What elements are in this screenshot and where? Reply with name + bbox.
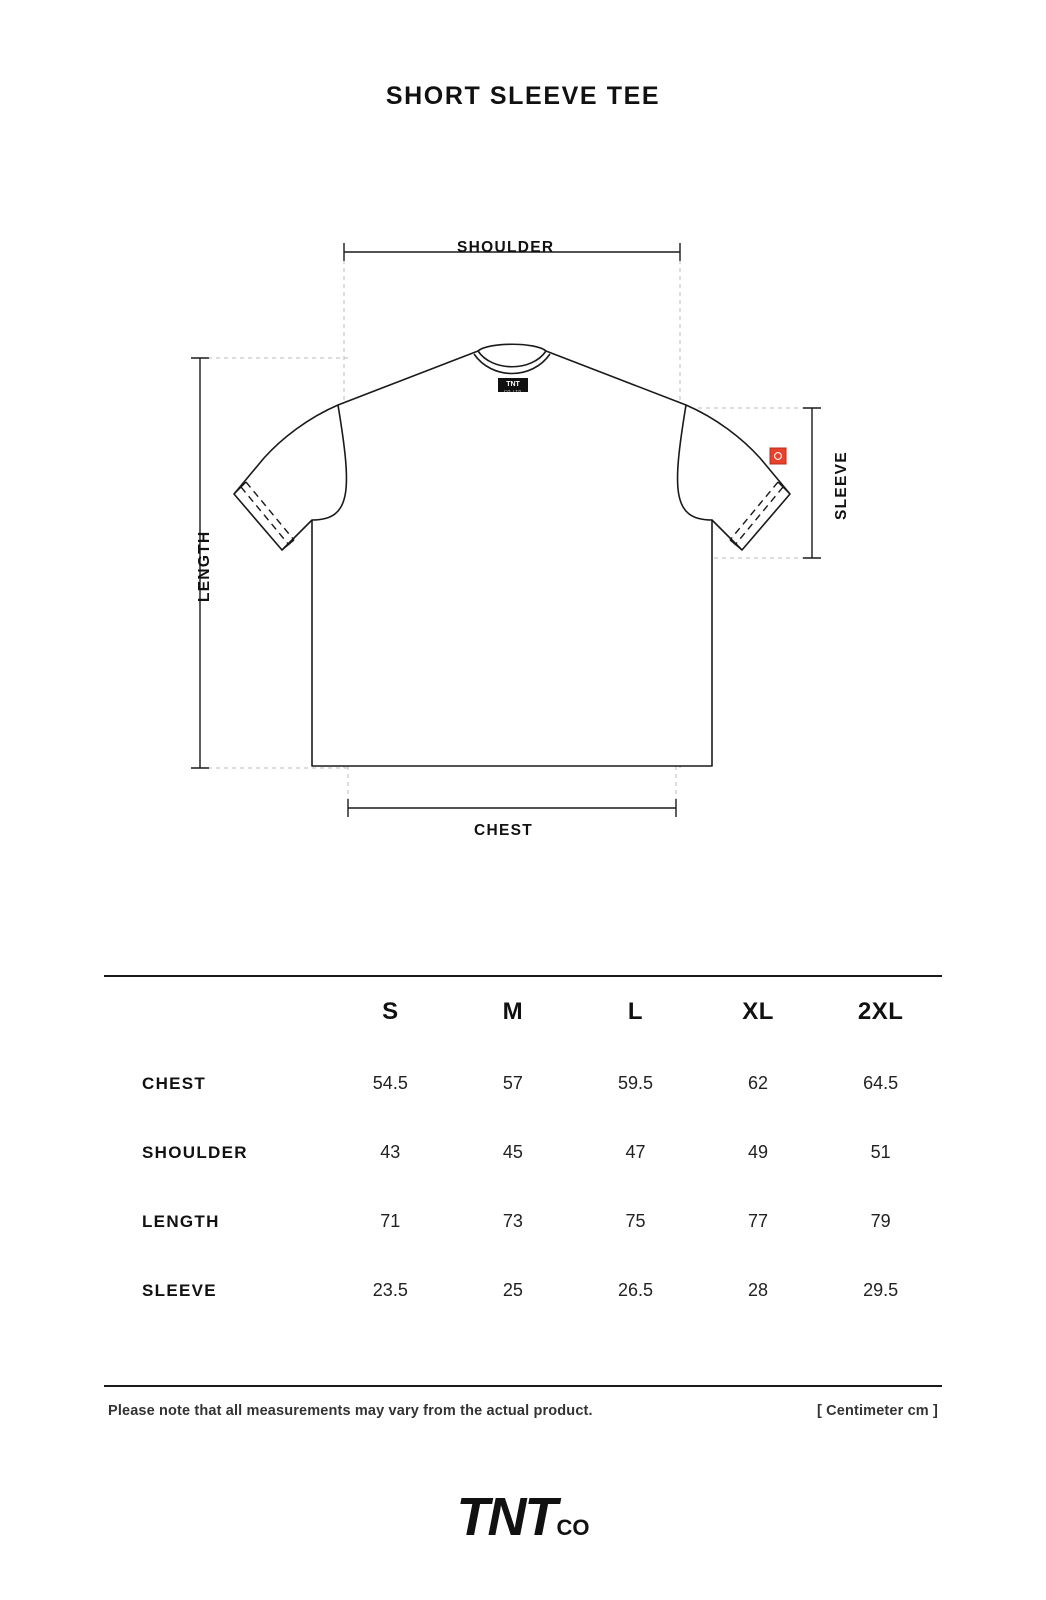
cell-chest-2xl: 64.5	[863, 1073, 899, 1093]
row-label-length: LENGTH	[142, 1211, 220, 1231]
size-table	[104, 975, 942, 1325]
table-header-row	[104, 975, 942, 1049]
cell-shoulder-2xl: 51	[870, 1142, 891, 1162]
cell-chest-xl: 62	[748, 1073, 769, 1093]
cell-shoulder-l: 47	[625, 1142, 646, 1162]
brand-logo	[0, 1487, 1046, 1547]
cell-chest-s: 54.5	[372, 1073, 408, 1093]
page-title: SHORT SLEEVE TEE	[385, 82, 661, 110]
footnote-unit: [ Centimeter cm ]	[817, 1403, 938, 1419]
size-table-body	[104, 1049, 942, 1325]
logo-suffix: CO	[556, 1515, 590, 1540]
row-label-shoulder: SHOULDER	[142, 1142, 248, 1162]
label-length: LENGTH	[196, 530, 213, 602]
sleeve-tag-icon	[770, 448, 786, 464]
neck-label	[498, 378, 528, 394]
cell-chest-l: 59.5	[617, 1073, 653, 1093]
table-row	[104, 1049, 942, 1118]
footnote	[108, 1403, 938, 1419]
row-label-sleeve: SLEEVE	[142, 1280, 217, 1300]
cell-length-l: 75	[625, 1211, 646, 1231]
size-table-head	[104, 975, 942, 1049]
cell-sleeve-m: 25	[502, 1280, 523, 1300]
cell-shoulder-m: 45	[502, 1142, 523, 1162]
header-size-xl: XL	[742, 998, 774, 1025]
table-bottom-rule	[104, 1385, 942, 1387]
cell-sleeve-l: 26.5	[617, 1280, 653, 1300]
label-chest: CHEST	[474, 822, 534, 839]
label-sleeve: SLEEVE	[833, 451, 850, 520]
size-table-wrapper	[104, 975, 942, 1325]
cell-shoulder-xl: 49	[748, 1142, 769, 1162]
cell-sleeve-s: 23.5	[372, 1280, 408, 1300]
svg-text:TNT: TNT	[506, 381, 520, 388]
cell-sleeve-xl: 28	[748, 1280, 769, 1300]
cell-shoulder-s: 43	[380, 1142, 401, 1162]
cell-length-m: 73	[502, 1211, 523, 1231]
tee-technical-drawing	[0, 190, 1046, 890]
cell-length-2xl: 79	[870, 1211, 891, 1231]
footnote-note: Please note that all measurements may vary from the actual product.	[108, 1403, 593, 1419]
logo-inner	[456, 1487, 590, 1547]
label-shoulder: SHOULDER	[457, 239, 555, 256]
garment-diagram	[0, 190, 1046, 890]
row-label-chest: CHEST	[142, 1073, 207, 1093]
cell-length-s: 71	[380, 1211, 401, 1231]
header-size-s: S	[382, 998, 399, 1025]
cell-chest-m: 57	[502, 1073, 523, 1093]
table-row	[104, 1187, 942, 1256]
header-size-2xl: 2XL	[857, 998, 904, 1025]
logo-main: TNT	[456, 1487, 556, 1547]
header-size-l: L	[627, 998, 644, 1025]
svg-text:CO.LTD: CO.LTD	[504, 389, 522, 394]
table-row	[104, 1118, 942, 1187]
header-blank	[104, 975, 329, 1049]
table-row	[104, 1256, 942, 1325]
cell-length-xl: 77	[748, 1211, 769, 1231]
header-size-m: M	[502, 998, 524, 1025]
cell-sleeve-2xl: 29.5	[863, 1280, 899, 1300]
